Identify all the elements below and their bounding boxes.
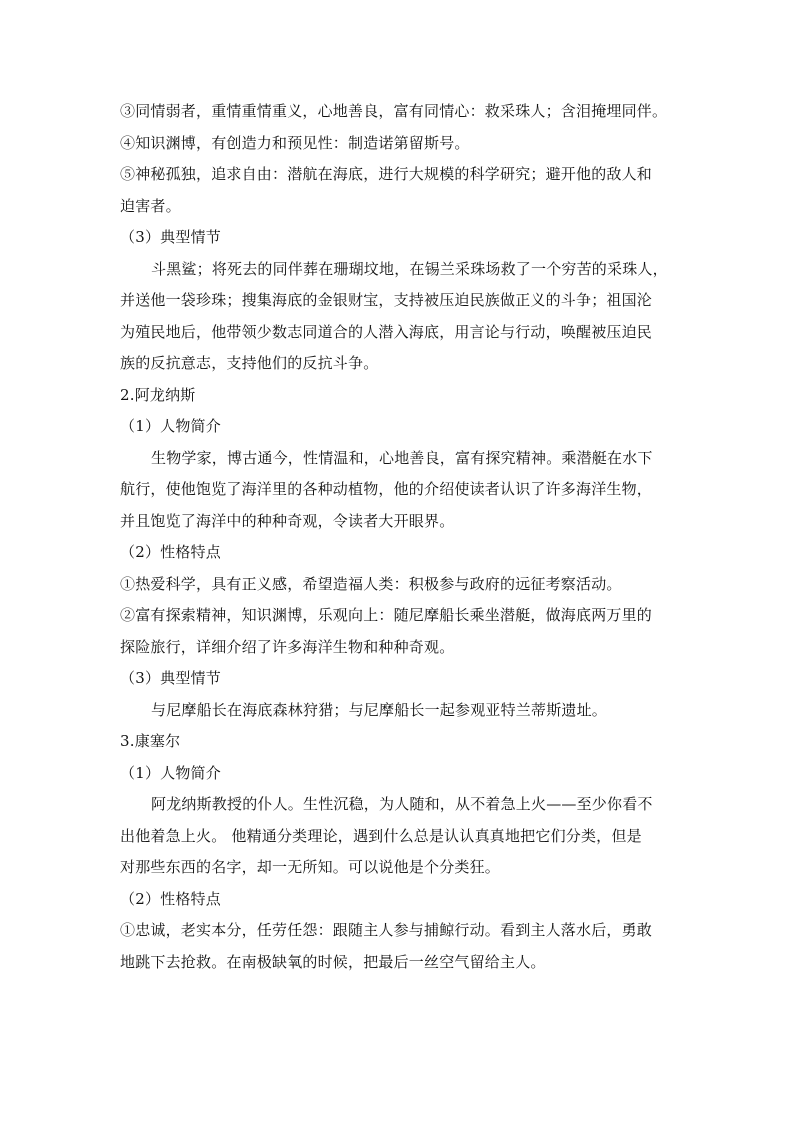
paragraph-start: 与尼摩船长在海底森林狩猎；与尼摩船长一起参观亚特兰蒂斯遗址。 — [151, 700, 608, 719]
text-line: 对那些东西的名字，却一无所知。可以说他是个分类狂。 — [120, 858, 501, 876]
document-page — [120, 96, 680, 978]
subsection-heading: （1）人物简介 — [120, 417, 221, 435]
text-line: ①热爱科学，具有正义感，希望造福人类：积极参与政府的远征考察活动。 — [120, 574, 622, 593]
text-line: 探险旅行，详细介绍了许多海洋生物和种种奇观。 — [120, 637, 455, 656]
paragraph-start: 阿龙纳斯教授的仆人。生性沉稳，为人随和，从不着急上火——至少你看不 — [151, 795, 653, 813]
section-heading: 2.阿龙纳斯 — [120, 385, 196, 404]
text-line: ②富有探索精神，知识渊博，乐观向上：随尼摩船长乘坐潜艇，做海底两万里的 — [120, 606, 653, 624]
subsection-heading: （3）典型情节 — [120, 669, 221, 687]
text-line: 迫害者。 — [120, 196, 181, 215]
subsection-heading: （3）典型情节 — [120, 228, 221, 246]
text-line: 族的反抗意志，支持他们的反抗斗争。 — [120, 354, 379, 372]
text-line: ⑤神秘孤独，追求自由：潜航在海底，进行大规模的科学研究；避开他的敌人和 — [120, 165, 653, 183]
text-line: ①忠诚，老实本分，任劳任怨：跟随主人参与捕鲸行动。看到主人落水后，勇敢 — [120, 921, 653, 939]
subsection-heading: （2）性格特点 — [120, 889, 221, 908]
text-line: 航行，使他饱览了海洋里的各种动植物，他的介绍使读者认识了许多海洋生物， — [120, 480, 653, 498]
text-line: ③同情弱者，重情重情重义，心地善良，富有同情心：救采珠人；含泪掩埋同伴。 — [120, 102, 668, 120]
subsection-heading: （2）性格特点 — [120, 543, 221, 561]
paragraph-start: 生物学家，博古通今，性情温和，心地善良，富有探究精神。乘潜艇在水下 — [151, 448, 653, 467]
text-line: ④知识渊博，有创造力和预见性：制造诺第留斯号。 — [120, 133, 470, 152]
text-line: 并且饱览了海洋中的种种奇观，令读者大开眼界。 — [120, 511, 455, 530]
subsection-heading: （1）人物简介 — [120, 763, 221, 782]
text-line: 出他着急上火。 他精通分类理论，遇到什么总是认认真真地把它们分类，但是 — [120, 826, 642, 845]
section-heading: 3.康塞尔 — [120, 732, 181, 750]
text-line: 并送他一袋珍珠；搜集海底的金银财宝，支持被压迫民族做正义的斗争；祖国沦 — [120, 291, 653, 309]
paragraph-start: 斗黑鲨；将死去的同伴葬在珊瑚坟地，在锡兰采珠场救了一个穷苦的采珠人， — [151, 259, 668, 278]
text-line: 地跳下去抢救。在南极缺氧的时候，把最后一丝空气留给主人。 — [120, 952, 546, 971]
text-line: 为殖民地后，他带领少数志同道合的人潜入海底，用言论与行动，唤醒被压迫民 — [120, 322, 653, 341]
